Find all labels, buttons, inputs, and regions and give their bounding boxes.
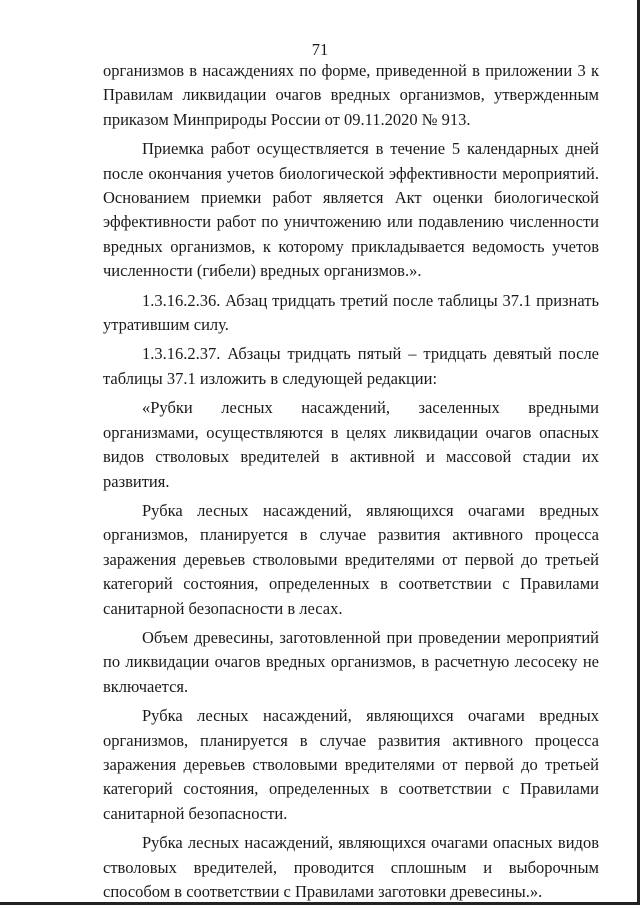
paragraph: Рубка лесных насаждений, являющихся очагами вредных организмов, планируется в случае развития активного процесса заражения деревьев стволовыми вредителями от первой до третьей категорий состояния, определенных в соответствии с Правилами санитарной безопасности в лесах. bbox=[103, 500, 599, 618]
paragraph: Рубка лесных насаждений, являющихся очагами опасных видов стволовых вредителей, проводится сплошным и выборочным способом в соответствии с Правилами заготовки древесины.». bbox=[103, 833, 599, 901]
paragraph: «Рубки лесных насаждений, заселенных вредными организмами, осуществляются в целях ликвидации очагов опасных видов стволовых вредителей в активной и массовой стадии их развития. bbox=[103, 398, 599, 491]
page-number: 71 bbox=[311, 40, 329, 59]
paragraph: Рубка лесных насаждений, являющихся очагами вредных организмов, планируется в случае развития активного процесса заражения деревьев стволовыми вредителями от первой до третьей категорий состояния, определенных в соответствии с Правилами санитарной безопасности. bbox=[103, 706, 599, 823]
paragraph: Приемка работ осуществляется в течение 5 календарных дней после окончания учетов биологической эффективности мероприятий. Основанием приемки работ является Акт оценки биологической эффективности работ по уничтожению или подавлению численности вредных организмов, к которому прикладывается ведомость учетов численности (гибели) вредных организмов.». bbox=[103, 139, 599, 281]
paragraph: 1.3.16.2.36. Абзац тридцать третий после таблицы 37.1 признать утратившим силу. bbox=[103, 290, 599, 335]
paragraph: 1.3.16.2.37. Абзацы тридцать пятый – тридцать девятый после таблицы 37.1 изложить в следующей редакции: bbox=[103, 344, 599, 388]
paragraph: организмов в насаждениях по форме, приведенной в приложении 3 к Правилам ликвидации очагов вредных организмов, утвержденным приказом Минприроды России от 09.11.2020 № 913. bbox=[103, 61, 599, 129]
paragraph: Объем древесины, заготовленной при проведении мероприятий по ликвидации очагов вредных организмов, в расчетную лесосеку не включается. bbox=[103, 627, 599, 696]
document-body bbox=[103, 59, 599, 909]
